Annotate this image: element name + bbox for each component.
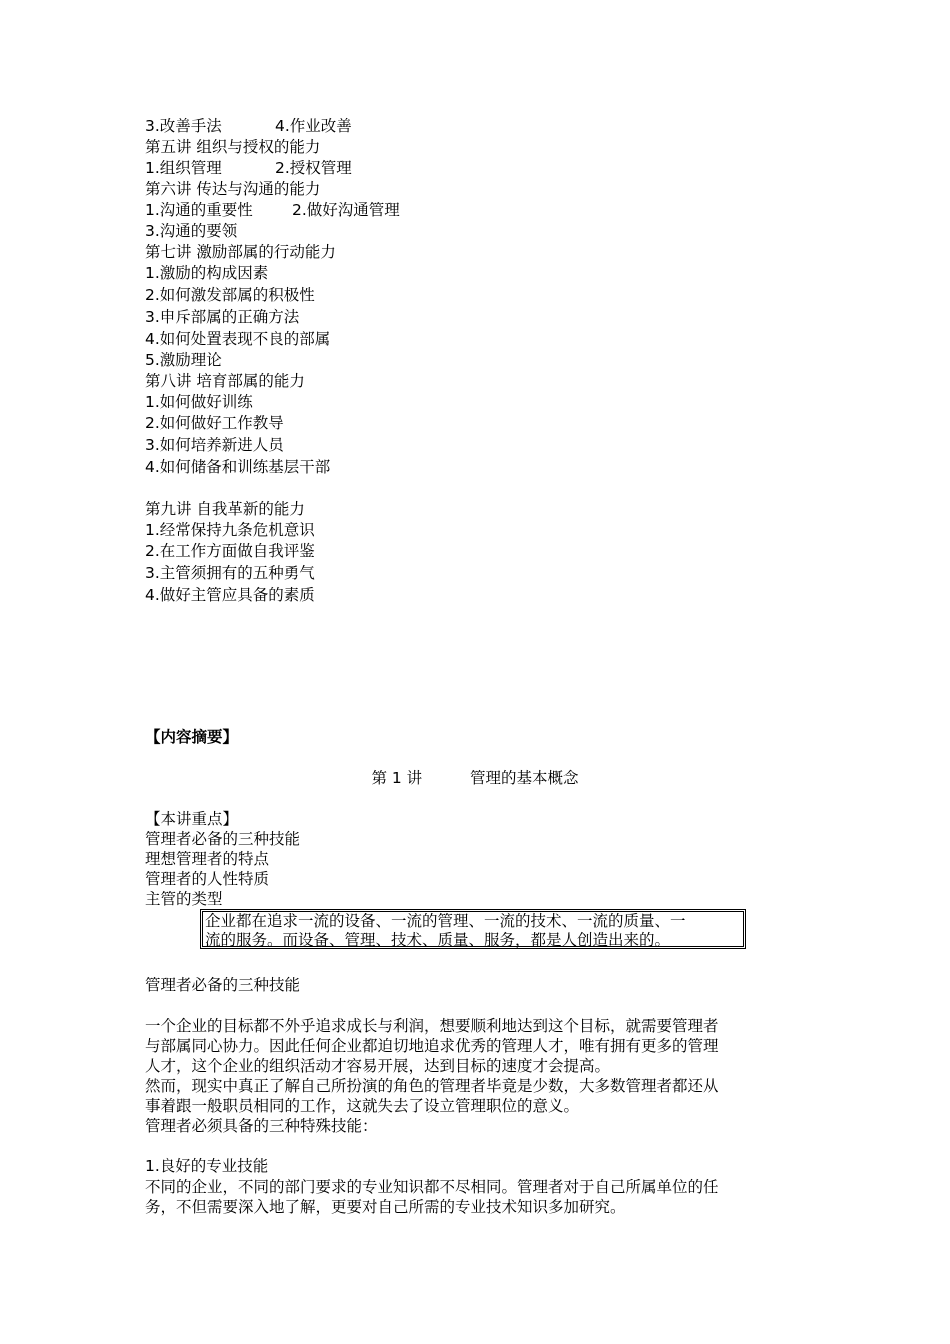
paragraph-line: 一个企业的目标都不外乎追求成长与利润，想要顺利地达到这个目标，就需要管理者 [145,1017,719,1035]
paragraph-line: 与部属同心协力。因此任何企业都迫切地追求优秀的管理人才，唯有拥有更多的管理 [145,1037,719,1055]
outline-item: 2.授权管理 [275,159,352,177]
lecture-heading: 第九讲 自我革新的能力 [145,500,305,518]
paragraph-line: 事着跟一般职员相同的工作，这就失去了设立管理职位的意义。 [145,1097,580,1115]
outline-item: 3.如何培养新进人员 [145,436,284,454]
outline-item: 2.在工作方面做自我评鉴 [145,542,315,560]
outline-item: 3.沟通的要领 [145,222,238,240]
section-heading: 管理者必备的三种技能 [145,976,301,994]
boxed-quote [200,909,746,949]
key-point-item: 主管的类型 [145,890,223,908]
boxed-quote-line: 流的服务。而设备、管理、技术、质量、服务，都是人创造出来的。 [205,931,671,949]
paragraph-line: 然而，现实中真正了解自己所扮演的角色的管理者毕竟是少数，大多数管理者都还从 [145,1077,719,1095]
paragraph-line: 管理者必须具备的三种特殊技能： [145,1117,378,1135]
outline-item: 1.经常保持九条危机意识 [145,521,315,539]
lecture-name: 管理的基本概念 [470,769,579,787]
outline-item: 3.改善手法 [145,117,222,135]
outline-item: 1.如何做好训练 [145,393,253,411]
outline-item: 4.做好主管应具备的素质 [145,586,315,604]
summary-heading: 【内容摘要】 [145,728,239,746]
outline-item: 4.如何储备和训练基层干部 [145,458,331,476]
key-point-item: 管理者必备的三种技能 [145,830,301,848]
skill-heading: 1.良好的专业技能 [145,1157,269,1175]
outline-item: 1.组织管理 [145,159,222,177]
lecture-heading: 第五讲 组织与授权的能力 [145,138,321,156]
lecture-heading: 第七讲 激励部属的行动能力 [145,243,336,261]
outline-item: 1.激励的构成因素 [145,264,269,282]
key-points-heading: 【本讲重点】 [145,810,239,828]
lecture-heading: 第八讲 培育部属的能力 [145,372,305,390]
key-point-item: 管理者的人性特质 [145,870,270,888]
outline-item: 4.如何处置表现不良的部属 [145,330,331,348]
outline-item: 2.如何做好工作教导 [145,414,284,432]
paragraph-line: 人才，这个企业的组织活动才容易开展，达到目标的速度才会提高。 [145,1057,611,1075]
outline-item: 2.如何激发部属的积极性 [145,286,315,304]
key-point-item: 理想管理者的特点 [145,850,270,868]
lecture-number: 第 1 讲 [371,769,423,787]
outline-item: 1.沟通的重要性 [145,201,253,219]
lecture-heading: 第六讲 传达与沟通的能力 [145,180,321,198]
outline-item: 5.激励理论 [145,351,222,369]
lecture-title [0,768,950,789]
outline-item: 3.申斥部属的正确方法 [145,308,300,326]
outline-line [145,116,222,137]
paragraph-line: 不同的企业，不同的部门要求的专业知识都不尽相同。管理者对于自己所属单位的任 [145,1178,719,1196]
outline-item: 3.主管须拥有的五种勇气 [145,564,315,582]
outline-line [275,116,352,137]
paragraph-line: 务，不但需要深入地了解，更要对自己所需的专业技术知识多加研究。 [145,1198,626,1216]
outline-item: 4.作业改善 [275,117,352,135]
outline-item: 2.做好沟通管理 [292,201,400,219]
boxed-quote-line: 企业都在追求一流的设备、一流的管理、一流的技术、一流的质量、一 [205,912,686,930]
